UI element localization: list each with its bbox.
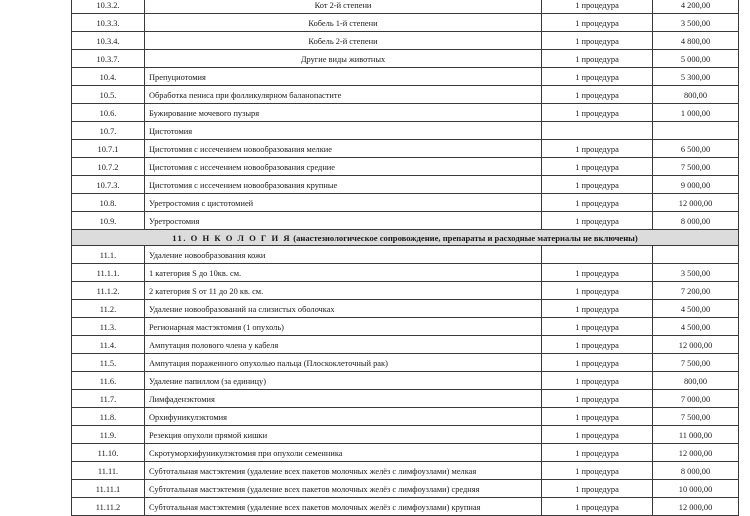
row-price: 11 000,00 (653, 426, 739, 444)
row-code: 10.3.4. (72, 32, 145, 50)
row-service-name: Препуциотомия (145, 68, 542, 86)
row-service-name: Кобель 2-й степени (145, 32, 542, 50)
row-price: 3 500,00 (653, 14, 739, 32)
row-service-name: Обработка пениса при фолликулярном баланопастите (145, 86, 542, 104)
row-service-name: Регионарная мастэктомия (1 опухоль) (145, 318, 542, 336)
row-price: 12 000,00 (653, 194, 739, 212)
row-price (653, 246, 739, 264)
table-row (72, 390, 739, 408)
row-service-name: Кот 2-й степени (145, 0, 542, 14)
row-code: 11.6. (72, 372, 145, 390)
row-service-name: Резекция опухоли прямой кишки (145, 426, 542, 444)
row-unit: 1 процедура (542, 50, 653, 68)
row-unit: 1 процедура (542, 176, 653, 194)
row-code: 11.1.1. (72, 264, 145, 282)
row-price: 12 000,00 (653, 498, 739, 516)
row-price: 7 500,00 (653, 158, 739, 176)
row-service-name: Ампутация полового члена у кабеля (145, 336, 542, 354)
table-row (72, 354, 739, 372)
row-service-name: Удаление новообразований на слизистых оболочках (145, 300, 542, 318)
row-price: 7 000,00 (653, 390, 739, 408)
table-row (72, 0, 739, 14)
row-unit: 1 процедура (542, 140, 653, 158)
row-unit: 1 процедура (542, 0, 653, 14)
row-code: 10.7. (72, 122, 145, 140)
row-code: 11.9. (72, 426, 145, 444)
table-row (72, 264, 739, 282)
row-service-name: Ампутация пораженного опухолью пальца (Плоскоклеточный рак) (145, 354, 542, 372)
row-price: 1 000,00 (653, 104, 739, 122)
row-price: 6 500,00 (653, 140, 739, 158)
row-service-name: Цистотомия с иссечением новообразования крупные (145, 176, 542, 194)
row-code: 11.11.1 (72, 480, 145, 498)
section-title-rest: (анастезиологическое сопровождение, препараты и расходные материалы не включены) (291, 232, 638, 243)
table-row (72, 140, 739, 158)
row-unit: 1 процедура (542, 264, 653, 282)
row-price: 4 200,00 (653, 0, 739, 14)
row-service-name: Цистотомия с иссечением новообразования мелкие (145, 140, 542, 158)
table-row (72, 158, 739, 176)
table-row (72, 246, 739, 264)
table-row (72, 318, 739, 336)
row-unit: 1 процедура (542, 408, 653, 426)
row-unit (542, 246, 653, 264)
row-unit: 1 процедура (542, 390, 653, 408)
row-service-name: Орхифуникулэктомия (145, 408, 542, 426)
row-code: 10.7.3. (72, 176, 145, 194)
price-list-table (71, 0, 739, 516)
table-row (72, 462, 739, 480)
table-row (72, 300, 739, 318)
row-unit: 1 процедура (542, 336, 653, 354)
row-code: 11.4. (72, 336, 145, 354)
table-row (72, 104, 739, 122)
table-row (72, 194, 739, 212)
row-service-name: Другие виды животных (145, 50, 542, 68)
row-unit: 1 процедура (542, 86, 653, 104)
row-price: 4 500,00 (653, 300, 739, 318)
row-price: 7 200,00 (653, 282, 739, 300)
row-unit: 1 процедура (542, 480, 653, 498)
row-service-name: 1 категория S до 10кв. см. (145, 264, 542, 282)
row-price: 4 500,00 (653, 318, 739, 336)
row-price (653, 122, 739, 140)
row-unit: 1 процедура (542, 426, 653, 444)
urology-rows (72, 0, 739, 230)
oncology-rows (72, 246, 739, 516)
row-service-name: Уретростомия (145, 212, 542, 230)
row-price: 10 000,00 (653, 480, 739, 498)
table-row (72, 372, 739, 390)
row-code: 10.5. (72, 86, 145, 104)
row-code: 10.3.2. (72, 0, 145, 14)
row-service-name: Субтотальная мастэктемия (удаление всех пакетов молочных желёз с лимфоузлами) средняя (145, 480, 542, 498)
row-price: 9 000,00 (653, 176, 739, 194)
row-service-name: Субтотальная мастэктемия (удаление всех пакетов молочных желёз с лимфоузлами) мелкая (145, 462, 542, 480)
row-unit: 1 процедура (542, 212, 653, 230)
row-service-name: Удаление новообразования кожи (145, 246, 542, 264)
table-row (72, 32, 739, 50)
row-price: 3 500,00 (653, 264, 739, 282)
row-code: 10.8. (72, 194, 145, 212)
row-code: 11.5. (72, 354, 145, 372)
table-row (72, 336, 739, 354)
table-row (72, 498, 739, 516)
row-code: 11.3. (72, 318, 145, 336)
row-unit: 1 процедура (542, 194, 653, 212)
row-unit: 1 процедура (542, 354, 653, 372)
row-code: 10.4. (72, 68, 145, 86)
row-code: 10.7.1 (72, 140, 145, 158)
row-unit: 1 процедура (542, 372, 653, 390)
row-code: 11.8. (72, 408, 145, 426)
row-unit: 1 процедура (542, 498, 653, 516)
row-code: 11.1.2. (72, 282, 145, 300)
row-service-name: Лимфаденэктомия (145, 390, 542, 408)
table-row (72, 444, 739, 462)
row-code: 11.10. (72, 444, 145, 462)
row-price: 5 000,00 (653, 50, 739, 68)
row-price: 7 500,00 (653, 408, 739, 426)
row-price: 8 000,00 (653, 212, 739, 230)
row-code: 10.3.3. (72, 14, 145, 32)
row-service-name: Субтотальная мастэктемия (удаление всех пакетов молочных желёз с лимфоузлами) крупная (145, 498, 542, 516)
row-unit: 1 процедура (542, 68, 653, 86)
row-code: 11.7. (72, 390, 145, 408)
row-price: 800,00 (653, 86, 739, 104)
table-row (72, 86, 739, 104)
row-service-name: Кобель 1-й степени (145, 14, 542, 32)
row-unit: 1 процедура (542, 282, 653, 300)
row-unit: 1 процедура (542, 32, 653, 50)
section-title-spaced: 11. О Н К О Л О Г И Я (172, 232, 292, 243)
section-header-cell (72, 230, 739, 246)
row-unit: 1 процедура (542, 14, 653, 32)
table-row (72, 212, 739, 230)
row-service-name: 2 категория S от 11 до 20 кв. см. (145, 282, 542, 300)
row-unit: 1 процедура (542, 318, 653, 336)
row-price: 12 000,00 (653, 444, 739, 462)
row-unit: 1 процедура (542, 444, 653, 462)
row-code: 11.11.2 (72, 498, 145, 516)
table-row (72, 14, 739, 32)
row-price: 8 000,00 (653, 462, 739, 480)
row-code: 10.6. (72, 104, 145, 122)
row-price: 800,00 (653, 372, 739, 390)
row-code: 10.9. (72, 212, 145, 230)
table-row (72, 282, 739, 300)
row-service-name: Удаление папиллом (за единицу) (145, 372, 542, 390)
row-service-name: Цистотомия (145, 122, 542, 140)
row-unit: 1 процедура (542, 158, 653, 176)
table-row (72, 408, 739, 426)
row-unit: 1 процедура (542, 104, 653, 122)
row-unit: 1 процедура (542, 462, 653, 480)
row-code: 11.2. (72, 300, 145, 318)
row-service-name: Скротуморхифуникулэктомия при опухоли семенника (145, 444, 542, 462)
row-service-name: Бужирование мочевого пузыря (145, 104, 542, 122)
table-row (72, 68, 739, 86)
row-code: 11.1. (72, 246, 145, 264)
row-code: 11.11. (72, 462, 145, 480)
row-code: 10.3.7. (72, 50, 145, 68)
section-header-group (72, 230, 739, 246)
row-unit: 1 процедура (542, 300, 653, 318)
row-unit (542, 122, 653, 140)
row-price: 12 000,00 (653, 336, 739, 354)
section-header-row (72, 230, 739, 246)
table-row (72, 176, 739, 194)
table-row (72, 50, 739, 68)
table-row (72, 480, 739, 498)
row-code: 10.7.2 (72, 158, 145, 176)
row-price: 7 500,00 (653, 354, 739, 372)
table-row (72, 122, 739, 140)
row-service-name: Цистотомия с иссечением новообразования средние (145, 158, 542, 176)
row-price: 4 800,00 (653, 32, 739, 50)
row-price: 5 300,00 (653, 68, 739, 86)
table-row (72, 426, 739, 444)
row-service-name: Уретростомия с цистотомией (145, 194, 542, 212)
